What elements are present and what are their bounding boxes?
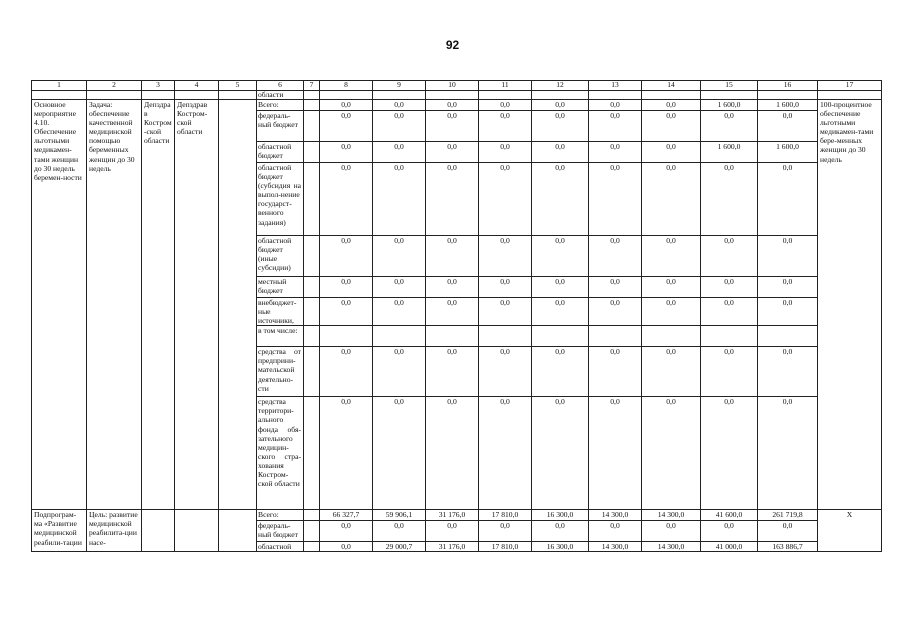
value-cell: 0,0 (479, 298, 532, 326)
value-cell: 0,0 (479, 163, 532, 236)
value-cell: 0,0 (426, 298, 479, 326)
col7-cell (304, 326, 320, 347)
funding-row (32, 510, 882, 521)
column-number-3: 3 (142, 81, 175, 91)
value-cell: 0,0 (479, 347, 532, 397)
value-cell (320, 326, 373, 347)
value-cell (642, 326, 701, 347)
col7-cell (304, 277, 320, 298)
value-cell: 0,0 (589, 142, 642, 163)
value-cell: 0,0 (373, 163, 426, 236)
value-cell: 59 906,1 (373, 510, 426, 521)
value-cell: 0,0 (589, 236, 642, 277)
value-cell: 0,0 (479, 397, 532, 510)
continued-source-cell: области (257, 91, 304, 100)
column-number-15: 15 (701, 81, 758, 91)
value-cell: 0,0 (642, 100, 701, 111)
value-cell: 1 600,0 (758, 100, 818, 111)
executor-cell (142, 510, 175, 552)
value-cell: 0,0 (320, 397, 373, 510)
column-number-11: 11 (479, 81, 532, 91)
value-cell: 0,0 (642, 277, 701, 298)
budget-table (31, 80, 882, 552)
value-cell: 0,0 (479, 142, 532, 163)
column-number-2: 2 (87, 81, 142, 91)
value-cell: 0,0 (532, 142, 589, 163)
funding-source-cell: Всего: (257, 100, 304, 111)
value-cell: 163 886,7 (758, 542, 818, 552)
value-cell: 0,0 (320, 163, 373, 236)
coexecutor-cell: Депздрав Костром-ской области (175, 100, 219, 510)
column-number-12: 12 (532, 81, 589, 91)
value-cell: 0,0 (320, 236, 373, 277)
value-cell: 0,0 (701, 277, 758, 298)
value-cell: 0,0 (758, 521, 818, 542)
col7-cell (304, 236, 320, 277)
value-cell: 0,0 (642, 111, 701, 142)
value-cell: 0,0 (532, 163, 589, 236)
value-cell: 0,0 (642, 163, 701, 236)
value-cell: 0,0 (758, 298, 818, 326)
value-cell: 0,0 (373, 521, 426, 542)
column-number-4: 4 (175, 81, 219, 91)
value-cell: 0,0 (373, 298, 426, 326)
task-cell: Задача: обеспечение качественной медицинской помощью беременных женщин до 30 недель (87, 100, 142, 510)
budget-table-sheet (31, 80, 881, 552)
value-cell: 0,0 (642, 347, 701, 397)
value-cell: 0,0 (320, 100, 373, 111)
value-cell (479, 326, 532, 347)
value-cell: 0,0 (320, 298, 373, 326)
value-cell: 0,0 (589, 521, 642, 542)
funding-row (32, 100, 882, 111)
value-cell: 0,0 (758, 277, 818, 298)
value-cell: 0,0 (479, 521, 532, 542)
funding-source-cell: областной бюджет (иные субсидии) (257, 236, 304, 277)
value-cell: 0,0 (642, 298, 701, 326)
value-cell: 1 600,0 (701, 142, 758, 163)
value-cell: 0,0 (758, 111, 818, 142)
value-cell: 0,0 (642, 521, 701, 542)
value-cell: 0,0 (758, 397, 818, 510)
column-number-6: 6 (257, 81, 304, 91)
col7-cell (304, 298, 320, 326)
funding-source-cell: местный бюджет (257, 277, 304, 298)
value-cell: 0,0 (589, 298, 642, 326)
value-cell: 0,0 (532, 111, 589, 142)
value-cell: 0,0 (373, 277, 426, 298)
value-cell: 0,0 (426, 111, 479, 142)
col7-cell (304, 510, 320, 521)
value-cell: 14 300,0 (589, 510, 642, 521)
value-cell (758, 326, 818, 347)
column-number-14: 14 (642, 81, 701, 91)
continued-row (32, 91, 882, 100)
value-cell (532, 326, 589, 347)
result-cell: 100-процентное обеспечение льготными медикамен-тами бере-менных женщин до 30 недель (818, 100, 882, 510)
column-number-row (32, 81, 882, 91)
value-cell: 0,0 (479, 277, 532, 298)
value-cell: 0,0 (758, 236, 818, 277)
value-cell: 0,0 (701, 111, 758, 142)
value-cell: 0,0 (589, 163, 642, 236)
value-cell: 41 000,0 (701, 542, 758, 552)
value-cell: 0,0 (426, 142, 479, 163)
value-cell: 31 176,0 (426, 510, 479, 521)
value-cell: 0,0 (426, 347, 479, 397)
column-number-7: 7 (304, 81, 320, 91)
column-number-16: 16 (758, 81, 818, 91)
value-cell: 0,0 (320, 142, 373, 163)
col7-cell (304, 142, 320, 163)
value-cell: 14 300,0 (642, 542, 701, 552)
value-cell: 0,0 (373, 397, 426, 510)
value-cell: 0,0 (426, 100, 479, 111)
value-cell: 0,0 (589, 397, 642, 510)
col7-cell (304, 111, 320, 142)
value-cell (701, 326, 758, 347)
col7-cell (304, 542, 320, 552)
value-cell: 0,0 (758, 163, 818, 236)
value-cell: 261 719,8 (758, 510, 818, 521)
column-number-17: 17 (818, 81, 882, 91)
value-cell: 17 810,0 (479, 510, 532, 521)
value-cell: 0,0 (532, 521, 589, 542)
funding-source-cell: областной бюджет (субсидия на выпол-нение государст-венного задания) (257, 163, 304, 236)
value-cell: 1 600,0 (701, 100, 758, 111)
value-cell: 41 600,0 (701, 510, 758, 521)
funding-source-cell: Всего: (257, 510, 304, 521)
page-number: 92 (445, 38, 460, 52)
column-number-13: 13 (589, 81, 642, 91)
value-cell (373, 326, 426, 347)
value-cell: 0,0 (320, 521, 373, 542)
col7-cell (304, 397, 320, 510)
value-cell: 0,0 (373, 100, 426, 111)
executor-cell: Депздрав Костром-ской области (142, 100, 175, 510)
value-cell: 0,0 (426, 163, 479, 236)
value-cell: 31 176,0 (426, 542, 479, 552)
value-cell: 0,0 (320, 347, 373, 397)
value-cell: 0,0 (532, 277, 589, 298)
value-cell: 0,0 (532, 347, 589, 397)
col7-cell (304, 521, 320, 542)
value-cell: 0,0 (373, 111, 426, 142)
value-cell: 17 810,0 (479, 542, 532, 552)
funding-source-cell: областной (257, 542, 304, 552)
measure-name-cell: Подпрограм-ма «Развитие медицинской реабили-тации (32, 510, 87, 552)
funding-source-cell: областной бюджет (257, 142, 304, 163)
funding-source-cell: федераль-ный бюджет (257, 111, 304, 142)
funding-source-cell: федераль-ный бюджет (257, 521, 304, 542)
value-cell: 0,0 (701, 521, 758, 542)
value-cell: 0,0 (701, 298, 758, 326)
value-cell: 0,0 (642, 397, 701, 510)
col7-cell (304, 100, 320, 111)
column-number-10: 10 (426, 81, 479, 91)
col7-cell (304, 163, 320, 236)
value-cell: 0,0 (426, 397, 479, 510)
value-cell: 0,0 (373, 236, 426, 277)
value-cell: 0,0 (479, 100, 532, 111)
coexecutor-cell (175, 510, 219, 552)
value-cell: 0,0 (701, 347, 758, 397)
value-cell: 0,0 (642, 142, 701, 163)
value-cell: 0,0 (479, 236, 532, 277)
value-cell: 0,0 (479, 111, 532, 142)
value-cell: 0,0 (642, 236, 701, 277)
value-cell: 0,0 (701, 397, 758, 510)
value-cell: 0,0 (589, 277, 642, 298)
value-cell: 0,0 (701, 236, 758, 277)
value-cell: 16 300,0 (532, 542, 589, 552)
funding-source-cell: средства территори-ального фонда обя-зательного медицин-ского стра-хования Костром-ской области (257, 397, 304, 510)
value-cell: 0,0 (373, 347, 426, 397)
value-cell: 16 300,0 (532, 510, 589, 521)
value-cell: 0,0 (532, 397, 589, 510)
funding-source-cell: в том числе: (257, 326, 304, 347)
task-cell: Цель: развитие медицинской реабилита-ции насе- (87, 510, 142, 552)
col5-cell (219, 100, 257, 510)
column-number-8: 8 (320, 81, 373, 91)
value-cell: 0,0 (426, 521, 479, 542)
value-cell: 0,0 (426, 236, 479, 277)
col7-cell (304, 347, 320, 397)
value-cell: 0,0 (532, 298, 589, 326)
table-body (32, 91, 882, 552)
value-cell: 14 300,0 (589, 542, 642, 552)
value-cell: 1 600,0 (758, 142, 818, 163)
value-cell (589, 326, 642, 347)
value-cell: 0,0 (373, 142, 426, 163)
value-cell: 14 300,0 (642, 510, 701, 521)
column-number-9: 9 (373, 81, 426, 91)
value-cell: 0,0 (320, 111, 373, 142)
value-cell: 0,0 (532, 100, 589, 111)
funding-source-cell: средства от предприни-мательской деятельно-сти (257, 347, 304, 397)
column-number-1: 1 (32, 81, 87, 91)
value-cell: 0,0 (758, 347, 818, 397)
value-cell: 0,0 (320, 542, 373, 552)
col5-cell (219, 510, 257, 552)
value-cell: 0,0 (589, 100, 642, 111)
value-cell: 0,0 (426, 277, 479, 298)
value-cell: 66 327,7 (320, 510, 373, 521)
value-cell: 0,0 (701, 163, 758, 236)
column-number-5: 5 (219, 81, 257, 91)
value-cell: 29 000,7 (373, 542, 426, 552)
funding-source-cell: внебюджет-ные источники, (257, 298, 304, 326)
result-cell: X (818, 510, 882, 552)
measure-name-cell: Основное мероприятие 4.10. Обеспечение льготными медикамен-тами женщин до 30 недель беремен-ности (32, 100, 87, 510)
value-cell: 0,0 (589, 347, 642, 397)
value-cell: 0,0 (532, 236, 589, 277)
value-cell: 0,0 (589, 111, 642, 142)
value-cell (426, 326, 479, 347)
value-cell: 0,0 (320, 277, 373, 298)
